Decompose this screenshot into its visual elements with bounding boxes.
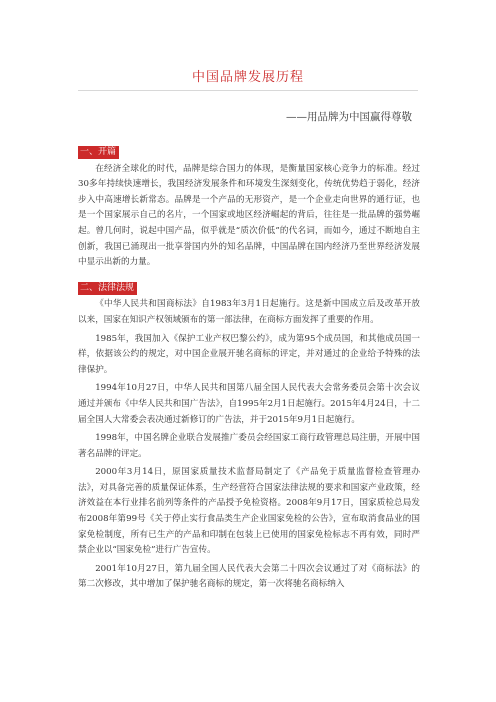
- section-heading-block: [78, 144, 420, 161]
- paragraph-trademark-law-1983: 《中华人民共和国商标法》自1983年3月1日起施行。这是新中国成立后及改革开放以来，国家在知识产权领域颁布的第一部法律，在商标方面发挥了重要的作用。: [78, 299, 420, 325]
- document-subtitle: ——用品牌为中国赢得尊敬: [286, 111, 412, 123]
- section-heading-block: [78, 280, 420, 297]
- paragraph-trademark-amendment-2001: 2001年10月27日，第九届全国人民代表大会第二十四次会议通过了对《商标法》的第二次修改，其中增加了保护驰名商标的规定，第一次将驰名商标纳入: [78, 563, 420, 590]
- section-heading-laws: 二、法律法规: [78, 282, 137, 295]
- title-divider: [78, 90, 418, 91]
- paragraph-paris-convention-1985: 1985年，我国加入《保护工业产权巴黎公约》，成为第95个成员国，和其他成员国一样，依据该公约的规定，对中国企业展开驰名商标的评定，并对通过的企业给予特殊的法律保护。: [78, 333, 420, 375]
- document-title: 中国品牌发展历程: [191, 70, 304, 85]
- section-heading-intro: 一、开篇: [78, 146, 119, 159]
- paragraph-advertising-law-1994: 1994年10月27日，中华人民共和国第八届全国人民代表大会常务委员会第十次会议通过并颁布《中华人民共和国广告法》，自1995年2月1日起施行。2015年4月24日，十二届全国人大常委会表决通过新修订的广告法，并于2015年9月1日起施行。: [78, 383, 420, 425]
- paragraph-brand-committee-1998: 1998年，中国名牌企业联合发展推广委员会经国家工商行政管理总局注册，开展中国著名品牌的评定。: [78, 433, 420, 459]
- paragraph-inspection-exemption-2000: 2000年3月14日，原国家质量技术监督局制定了《产品免于质量监督检查管理办法》，对具备完善的质量保证体系，生产经营符合国家法律法规的要求和国家产业政策，经济效益在本行业排名前列等条件的产品授予免检资格。2008年9月17日，国家质检总局发布2008年第99号《关于停止实行食品类生产企业国家免检的公告》，宣布取消食品业的国家免检制度，所有已生产的产品和印制在包装上已使用的国家免检标志不再有效，同时严禁企业以“国家免检”进行广告宣传。: [78, 467, 420, 556]
- paragraph-intro: 在经济全球化的时代，品牌是综合国力的体现，是衡量国家核心竞争力的标准。经过30多年持续快速增长，我国经济发展条件和环境发生深刻变化，传统优势趋于弱化，经济步入中高速增长新常态。品牌是一个产品的无形资产，是一个企业走向世界的通行证，也是一个国家展示自己的名片，一个国家或地区经济崛起的背后，往往是一批品牌的强势崛起。曾几何时，说起中国产品，似乎就是“质次价低”的代名词，而如今，通过不断地自主创新，我国已涌现出一批享誉国内外的知名品牌，中国品牌在国内经济乃至世界经济发展中显示出新的力量。: [78, 163, 420, 268]
- document-body: [78, 144, 420, 596]
